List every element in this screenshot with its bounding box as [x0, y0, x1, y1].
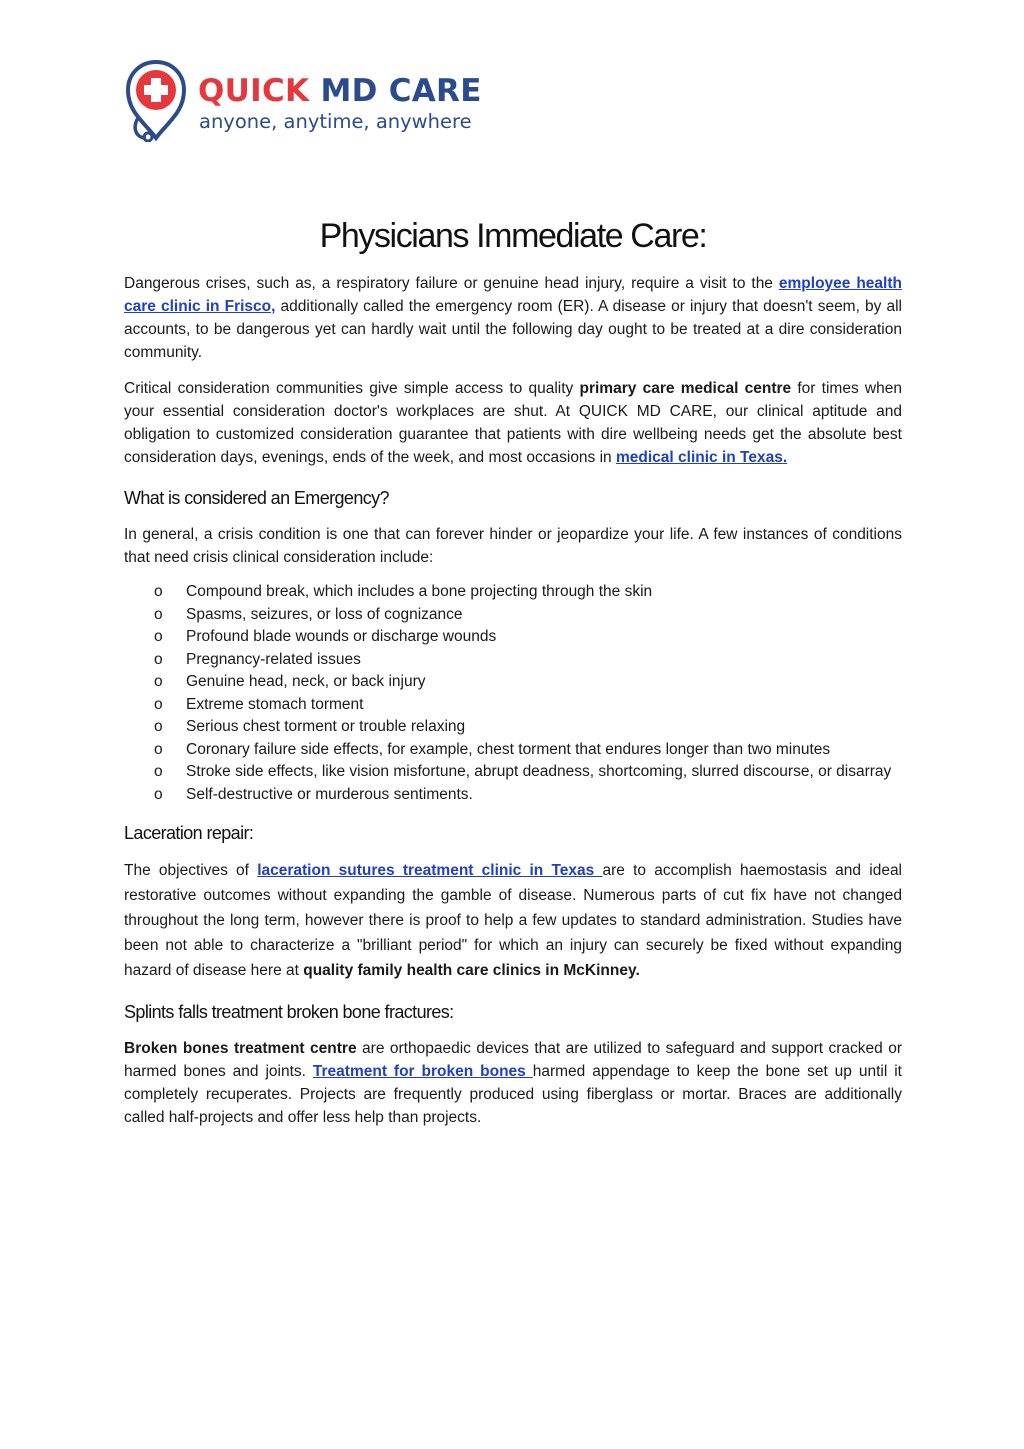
bullet-icon: o	[154, 740, 163, 758]
list-item: o Serious chest torment or trouble relaxing	[124, 716, 902, 739]
bullet-icon: o	[154, 583, 163, 600]
bullet-icon: o	[154, 628, 163, 645]
list-item: o Spasms, seizures, or loss of cognizance	[124, 604, 902, 627]
bullet-icon: o	[154, 785, 163, 803]
bullet-icon: o	[154, 695, 163, 713]
critical-care-paragraph: Critical consideration communities give simple access to quality primary care medical centre for times when your essential consideration doctor's workplaces are shut. At QUICK MD CARE, our clinical aptitude and obligation to customized consideration guarantee that patients with dire wellbeing needs get the absolute best consideration days, evenings, ends of the week, and most occasions in medical clinic in Texas.	[124, 380, 902, 466]
bullet-icon: o	[154, 763, 163, 780]
laceration-sutures-texas-link[interactable]: laceration sutures treatment clinic in Texas	[257, 862, 603, 879]
article-body	[124, 210, 902, 1129]
medical-clinic-texas-link-period[interactable]: .	[782, 449, 788, 466]
list-item: o Extreme stomach torment	[124, 694, 902, 717]
bullet-icon: o	[154, 673, 163, 690]
list-item: o Pregnancy-related issues	[124, 649, 902, 672]
brand-tagline: anyone, anytime, anywhere	[199, 110, 472, 133]
employee-clinic-frisco-link[interactable]: employee health care clinic in Frisco,	[124, 275, 902, 315]
list-item: o Profound blade wounds or discharge wounds	[124, 626, 902, 649]
stethoscope-cross-icon	[122, 58, 190, 142]
emergency-heading: What is considered an Emergency?	[124, 488, 389, 508]
list-item: o Genuine head, neck, or back injury	[124, 671, 902, 694]
list-item: o Stroke side effects, like vision misfortune, abrupt deadness, shortcoming, slurred discourse, or disarray	[124, 761, 902, 784]
primary-care-bold: primary care medical centre	[579, 380, 792, 397]
bullet-icon: o	[154, 718, 163, 735]
family-health-mckinney-bold: quality family health care clinics in McKinney.	[303, 962, 640, 979]
intro-paragraph: Dangerous crises, such as, a respiratory failure or genuine head injury, require a visit to the employee health care clinic in Frisco, additionally called the emergency room (ER). A disease or injury that doesn't seem, by all accounts, to be dangerous yet can hardly wait until the following day ought to be treated at a dire consideration community.	[124, 275, 902, 361]
broken-bones-centre-bold: Broken bones treatment centre	[124, 1040, 357, 1057]
splints-heading: Splints falls treatment broken bone fractures:	[124, 1002, 454, 1022]
brand-name	[198, 72, 482, 110]
emergency-intro: In general, a crisis condition is one that can forever hinder or jeopardize your life. A few instances of conditions that need crisis clinical consideration include:	[124, 526, 902, 566]
medical-clinic-texas-link[interactable]: medical clinic in Texas	[615, 449, 783, 466]
laceration-paragraph: The objectives of laceration sutures treatment clinic in Texas are to accomplish haemostasis and ideal restorative outcomes without expanding the gamble of disease. Numerous parts of cut fix have not changed throughout the long term, however there is proof to help a few updates to standard administration. Studies have been not able to characterize a "brilliant period" for which an injury can securely be fixed without expanding hazard of disease here at quality family health care clinics in McKinney.	[124, 862, 903, 979]
treatment-broken-bones-link[interactable]: Treatment for broken bones	[312, 1063, 533, 1080]
quick-md-care-logo	[122, 58, 502, 144]
page-title: Physicians Immediate Care:	[319, 217, 707, 255]
splints-paragraph: Broken bones treatment centre are orthopaedic devices that are utilized to safeguard and support cracked or harmed bones and joints. Treatment for broken bones harmed appendage to keep the bone set up until it completely recuperates. Projects are frequently produced using fiberglass or mortar. Braces are additionally called half-projects and offer less help than projects.	[124, 1040, 903, 1126]
emergency-conditions-list	[124, 581, 902, 806]
brand-word-quick: QUICK	[198, 73, 310, 109]
list-item: o Self-destructive or murderous sentiments.	[124, 784, 902, 807]
bullet-icon: o	[154, 650, 163, 668]
laceration-heading: Laceration repair:	[124, 823, 254, 843]
list-item: o Compound break, which includes a bone projecting through the skin	[124, 581, 902, 604]
list-item: o Coronary failure side effects, for example, chest torment that endures longer than two minutes	[124, 739, 902, 762]
brand-word-md-care: MD CARE	[320, 73, 482, 109]
bullet-icon: o	[154, 605, 163, 623]
